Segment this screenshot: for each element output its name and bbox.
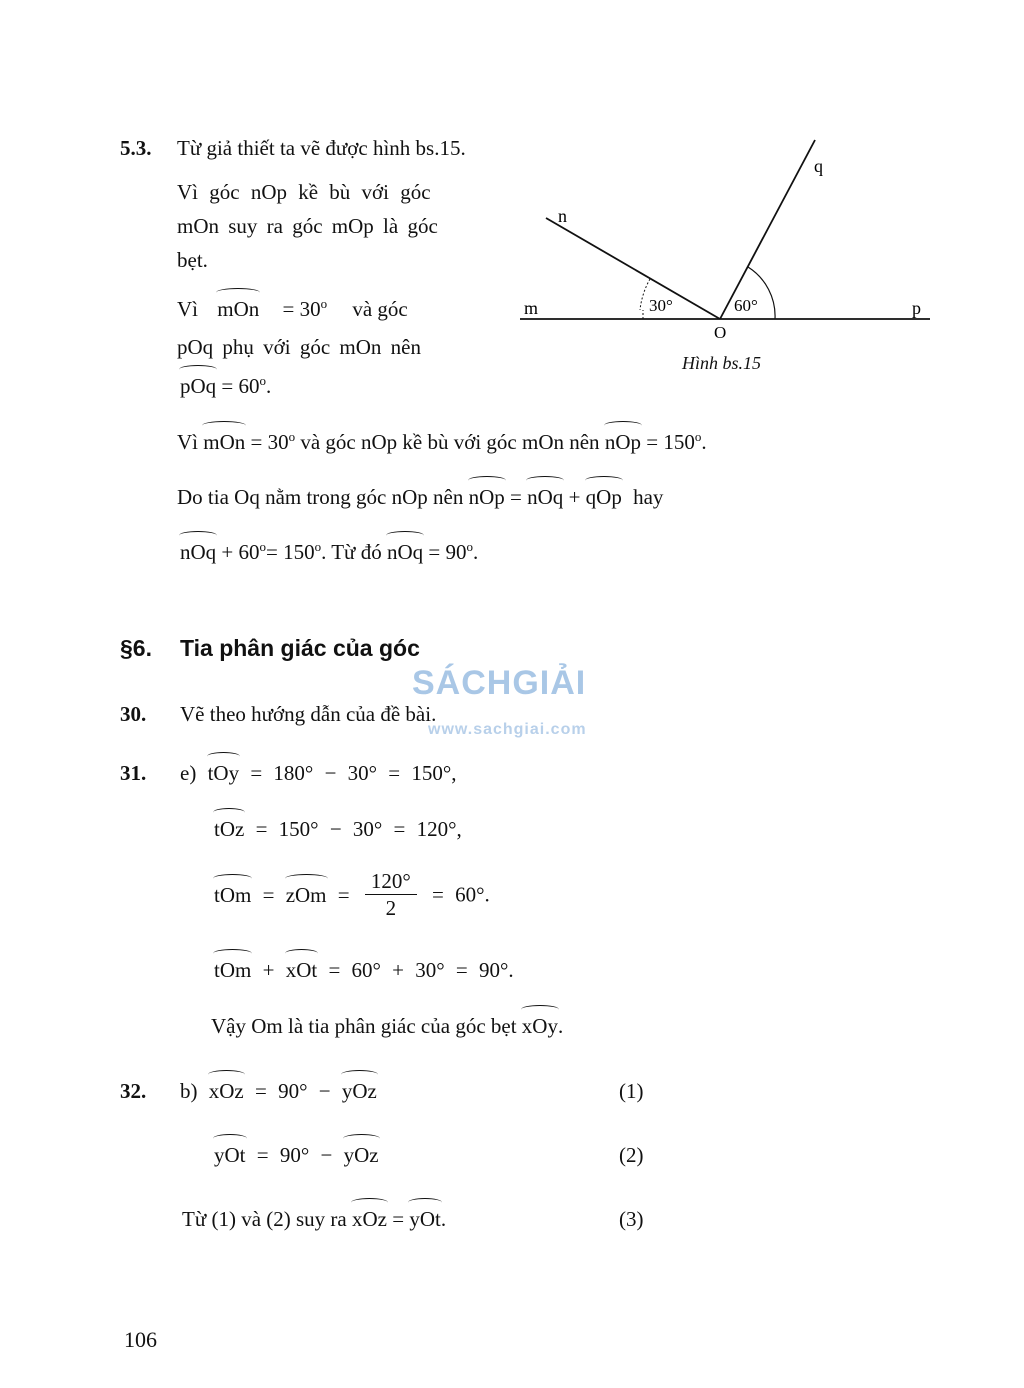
angle: mOn [203,430,246,454]
degree: o [466,539,473,554]
intro-text: Từ giả thiết ta vẽ được hình bs.15. [177,136,466,160]
label-o: O [714,323,727,342]
label-n: n [558,206,567,226]
text: Vì [177,430,198,454]
angle: yOz [341,1079,377,1103]
text: . [440,1207,447,1231]
equation-tag: (2) [619,1143,644,1167]
text: = 60° + 30° = 90°. [328,958,514,982]
figure-caption: Hình bs.15 [682,353,762,373]
text: b) [180,1079,198,1103]
label-p: p [912,298,921,318]
watermark-logo: SÁCHGIẢI [412,664,587,702]
degree: o [259,373,267,388]
text: + [262,958,275,982]
equation-tag: (3) [619,1207,644,1231]
angle-label-60: 60° [734,296,758,315]
angle: mOn [217,297,260,321]
text: Vậy Om là tia phân giác của góc bẹt [211,1014,517,1038]
math-line [214,956,514,984]
watermark-url: www.sachgiai.com [428,721,587,738]
fraction [365,868,417,921]
degree: o [288,429,296,444]
angle: nOp [468,485,505,509]
text: = 180° − 30° = 150°, [250,761,457,785]
degree: o [694,429,702,444]
math-line [214,1141,379,1169]
degree: o [320,296,328,311]
text-line [177,295,408,323]
text: = 90 [428,540,467,564]
text: hay [633,485,664,509]
angle: tOy [207,761,240,785]
text: = 60°. [432,882,490,907]
text-line [182,1205,446,1233]
text: = 90° − [255,1079,331,1103]
angle: tOm [214,882,252,907]
angle: yOt [214,1143,246,1167]
text: = 150 [646,430,695,454]
section-number: §6. [120,635,152,661]
degree: o [314,539,322,554]
angle: yOz [343,1143,379,1167]
angle: nOq [386,540,424,564]
text-line [177,428,707,456]
text: = 150 [266,540,315,564]
text: . [266,374,272,398]
label-m: m [524,298,539,318]
angle: xOy [521,1014,558,1038]
numerator: 120° [365,868,417,895]
text: . [557,1014,564,1038]
angle: xOz [208,1079,244,1103]
text-line [177,483,663,511]
text: = [262,882,275,907]
equation-tag: (1) [619,1079,644,1103]
text: + 60 [221,540,260,564]
text: và góc nOp kề bù với góc mOn nên [300,430,600,454]
text: = 30 [250,430,289,454]
text-line: mOn suy ra góc mOp là góc [177,214,438,238]
text: = 30 [282,297,321,321]
text-line: bẹt. [177,248,208,272]
denominator: 2 [385,896,397,920]
text: . Từ đó [321,540,382,564]
angle-label-30: 30° [649,296,673,315]
problem-number: 5.3. [120,136,152,160]
text: Từ (1) và (2) suy ra [182,1207,347,1231]
text-line: pOq phụ với góc mOn nên [177,335,421,359]
text: và góc [352,297,408,321]
text-line [180,372,271,400]
label-q: q [814,156,823,176]
ray-on [546,218,720,319]
text: . [472,540,479,564]
text-line [180,538,478,566]
math-line [180,759,457,787]
text-line [211,1012,563,1040]
angle: nOq [527,485,564,509]
angle: tOm [214,958,252,982]
angle: xOt [285,958,318,982]
problem-number: 32. [120,1079,147,1103]
text: . [701,430,707,454]
angle: pOq [180,374,217,398]
text: = [337,882,350,907]
text: = 150° − 30° = 120°, [255,817,462,841]
text: = [510,485,522,509]
angle: qOp [585,485,622,509]
degree: o [259,539,267,554]
text: = 60 [221,374,260,398]
text: = 90° − [256,1143,333,1167]
page-number: 106 [124,1327,157,1352]
problem-number: 30. [120,702,147,726]
angle-figure [510,130,940,390]
angle: xOz [352,1207,387,1231]
ray-oq [720,140,815,319]
math-line [214,815,462,843]
text-line: Vì góc nOp kề bù với góc [177,180,431,204]
text: + [568,485,581,509]
text: Vì [177,297,198,321]
text: = [392,1207,405,1231]
text-line: Vẽ theo hướng dẫn của đề bài. [180,702,437,726]
angle: zOm [285,882,327,907]
text: Do tia Oq nằm trong góc nOp nên [177,485,464,509]
angle: nOq [180,540,217,564]
math-line [214,868,490,921]
section-title: Tia phân giác của góc [180,635,420,661]
angle: yOt [409,1207,441,1231]
math-line [180,1077,377,1105]
angle: tOz [214,817,245,841]
text: e) [180,761,197,785]
problem-number: 31. [120,761,147,785]
angle: nOp [604,430,641,454]
